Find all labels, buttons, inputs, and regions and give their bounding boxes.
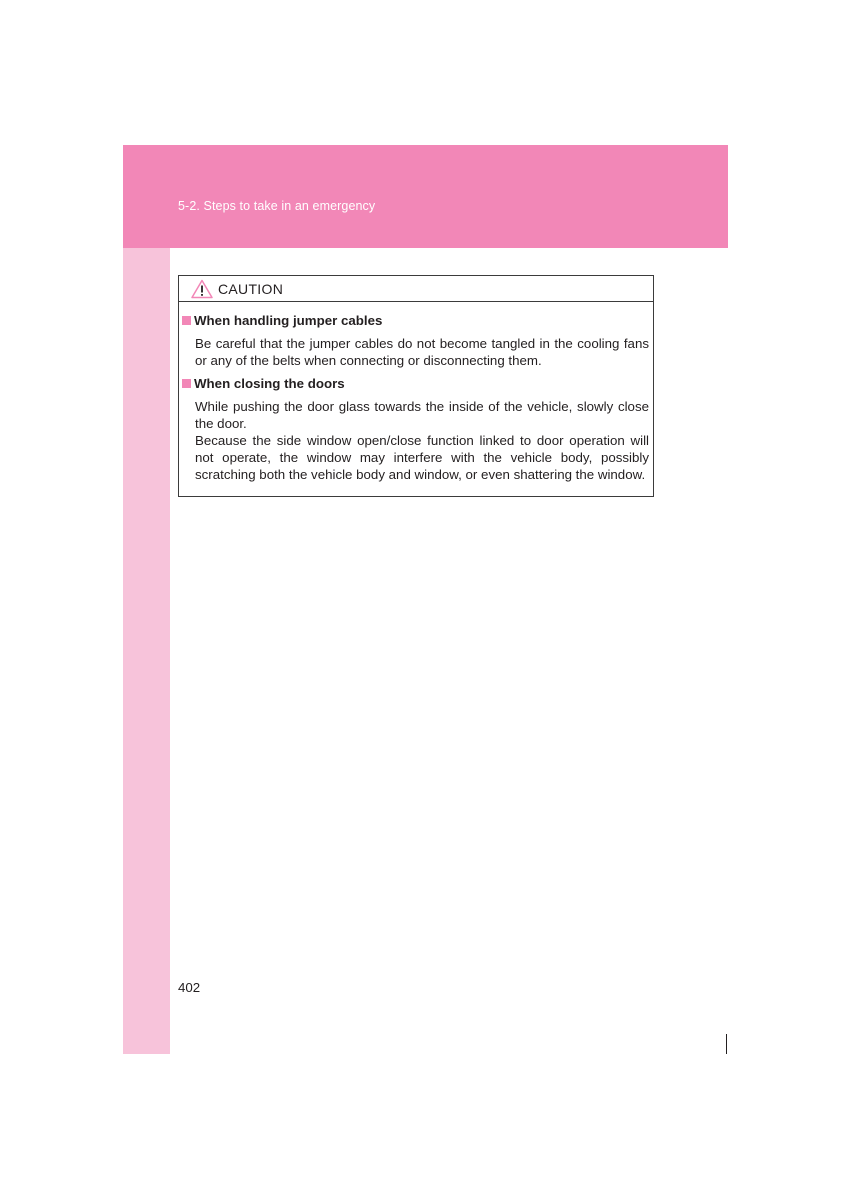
crop-mark-bottom-right <box>726 1034 727 1054</box>
paragraph-closing-doors-2: Because the side window open/close function linked to door operation will not operate, the window may interfere with the vehicle body, possibly scratching both the vehicle body and window, or even shattering the window. <box>195 433 649 482</box>
chapter-header-band <box>123 145 728 248</box>
section-title-closing-doors <box>182 376 345 391</box>
section-title-jumper-cables <box>182 313 382 328</box>
page-number: 402 <box>178 980 201 995</box>
side-margin-band <box>123 248 170 1054</box>
pink-square-bullet-icon <box>182 316 191 325</box>
caution-box <box>178 275 654 497</box>
caution-label: CAUTION <box>218 280 284 297</box>
caution-header <box>179 276 653 302</box>
section-title-text: When handling jumper cables <box>194 313 383 328</box>
paragraph-closing-doors-1: While pushing the door glass towards the inside of the vehicle, slowly close the door. <box>195 399 649 431</box>
pink-square-bullet-icon <box>182 379 191 388</box>
chapter-section-title: 5-2. Steps to take in an emergency <box>178 199 376 213</box>
paragraph-jumper-cables: Be careful that the jumper cables do not become tangled in the cooling fans or any of the belts when connecting or disconnecting them. <box>195 336 649 368</box>
warning-triangle-icon <box>191 279 213 299</box>
section-title-text: When closing the doors <box>194 376 345 391</box>
